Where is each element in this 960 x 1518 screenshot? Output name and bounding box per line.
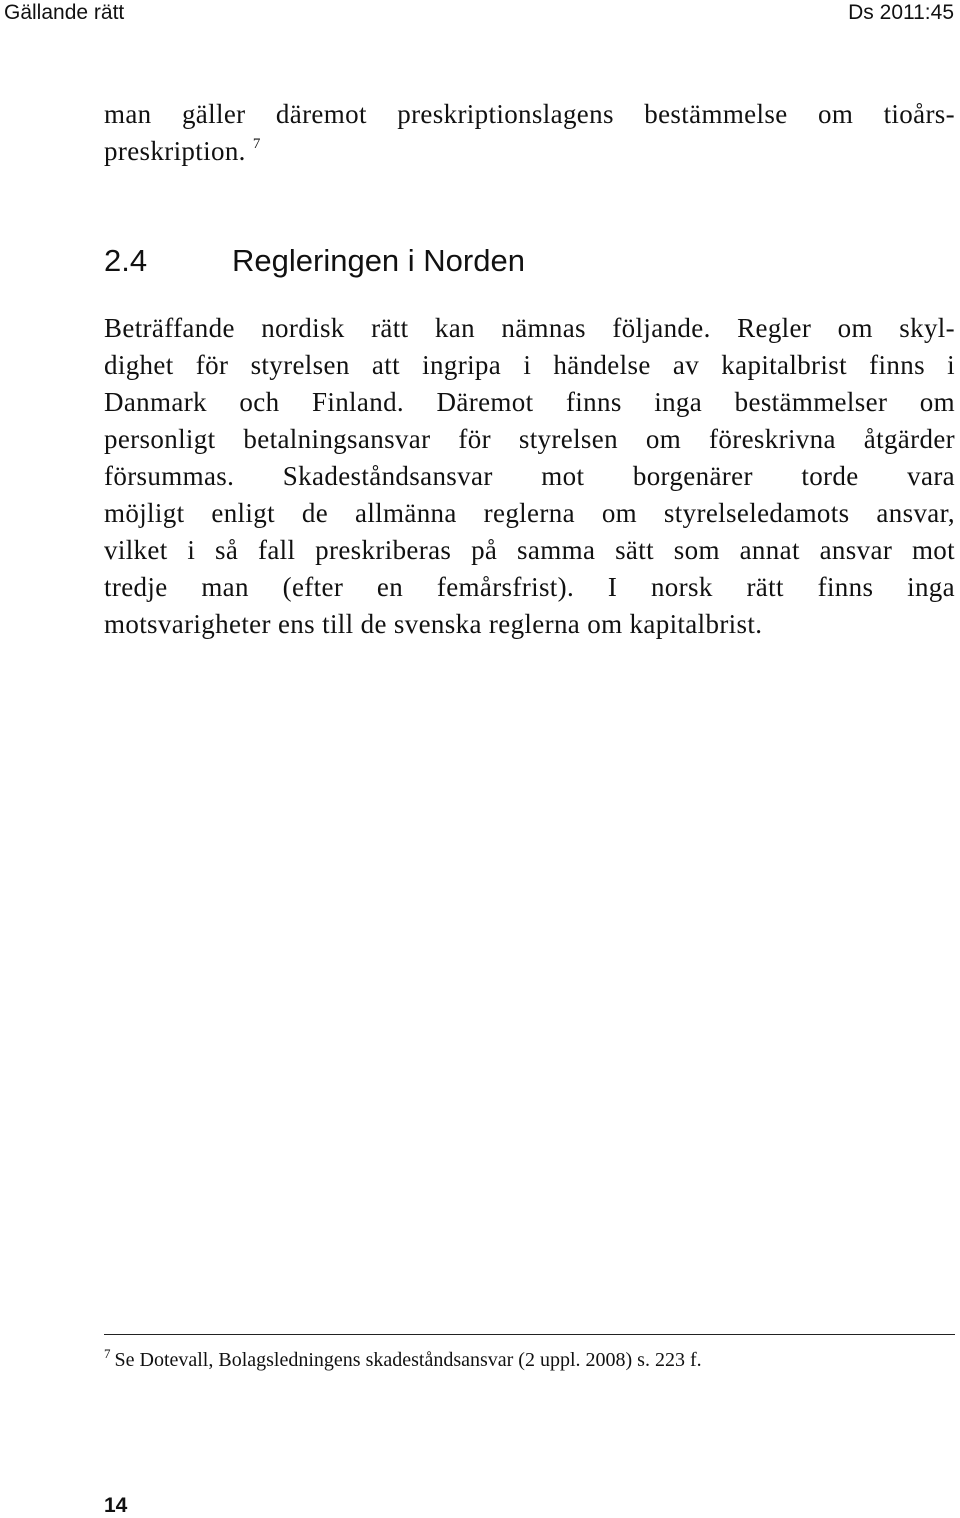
section-title: Regleringen i Norden	[232, 243, 525, 278]
paragraph-line: man gäller däremot preskriptionslagens bestämmelse om tioårs-	[104, 99, 955, 129]
paragraph-nordic-law	[104, 310, 955, 643]
section-heading	[104, 241, 525, 281]
paragraph-line: möjligt enligt de allmänna reglerna om styrelseledamots ansvar,	[104, 498, 955, 528]
paragraph-line-with-footnote	[104, 133, 955, 170]
paragraph-line: Beträffande nordisk rätt kan nämnas följande. Regler om skyl-	[104, 313, 955, 343]
paragraph-line: vilket i så fall preskriberas på samma sätt som annat ansvar mot	[104, 535, 955, 565]
running-header-series: Ds 2011:45	[848, 1, 954, 24]
running-header	[0, 0, 960, 30]
paragraph-line: dighet för styrelsen att ingripa i händelse av kapitalbrist finns i	[104, 350, 955, 380]
paragraph-line: tredje man (efter en femårsfrist). I norsk rätt finns inga	[104, 572, 955, 602]
section-number: 2.4	[104, 243, 148, 278]
running-header-title: Gällande rätt	[4, 1, 125, 24]
footnote-divider	[104, 1334, 955, 1335]
paragraph-preskription	[104, 96, 955, 170]
footnote-text: Se Dotevall, Bolagsledningens skadeståndsansvar (2 uppl. 2008) s. 223 f.	[114, 1349, 702, 1371]
footnote-number: 7	[104, 1346, 111, 1361]
paragraph-line: Danmark och Finland. Däremot finns inga bestämmelser om	[104, 387, 955, 417]
footnote	[104, 1346, 702, 1374]
footnote-reference[interactable]: 7	[252, 136, 261, 152]
paragraph-line: personligt betalningsansvar för styrelsen om föreskrivna åtgärder	[104, 424, 955, 454]
paragraph-line: preskription.	[104, 136, 246, 166]
paragraph-line: motsvarigheter ens till de svenska reglerna om kapitalbrist.	[104, 609, 763, 639]
page-number: 14	[104, 1494, 128, 1517]
paragraph-line: försummas. Skadeståndsansvar mot borgenärer torde vara	[104, 461, 955, 491]
